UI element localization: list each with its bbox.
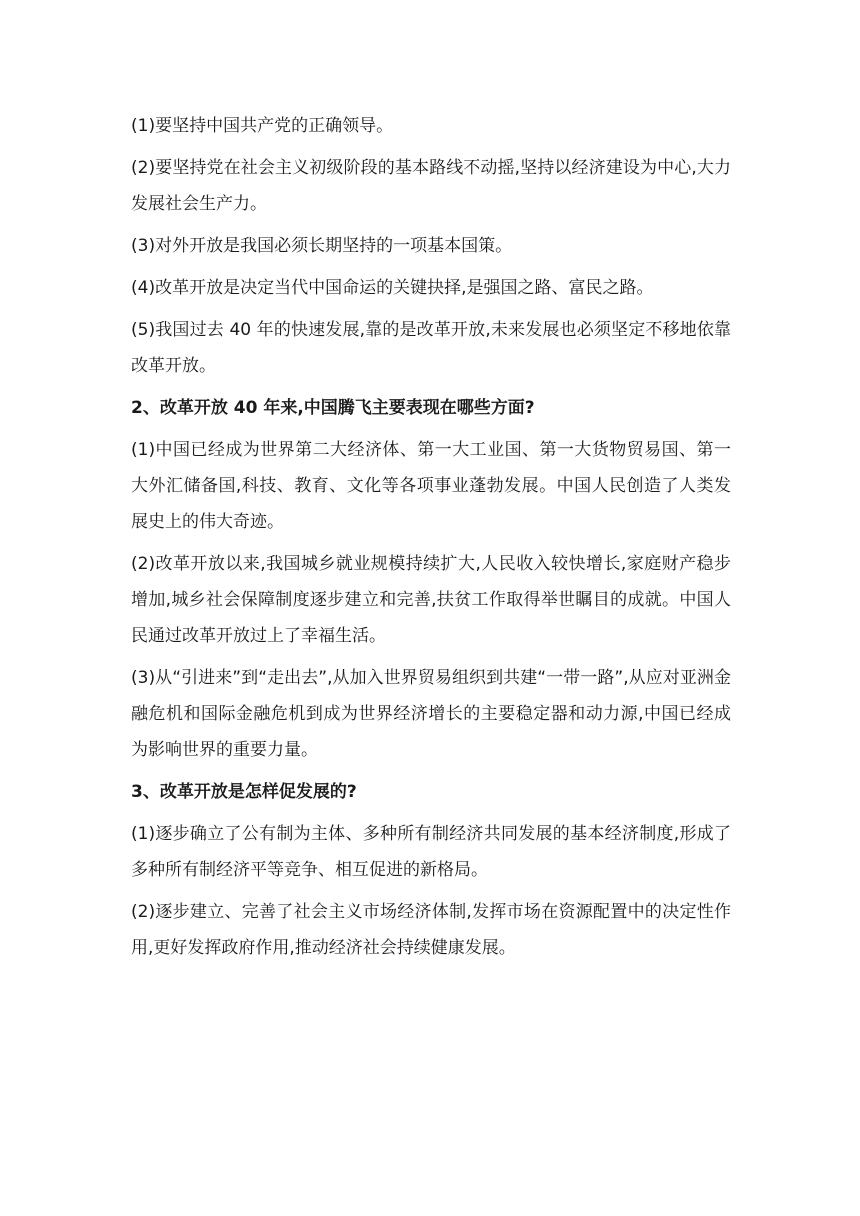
list-item: (4)改革开放是决定当代中国命运的关键抉择,是强国之路、富民之路。 (131, 278, 654, 298)
list-item: (2)要坚持党在社会主义初级阶段的基本路线不动摇,坚持以经济建设为中心,大力发展社会生产力。 (131, 158, 731, 214)
list-item: (3)对外开放是我国必须长期坚持的一项基本国策。 (131, 236, 513, 256)
list-item: (1)要坚持中国共产党的正确领导。 (131, 116, 394, 136)
section-heading: 2、改革开放 40 年来,中国腾飞主要表现在哪些方面? (131, 398, 535, 418)
list-item: (1)中国已经成为世界第二大经济体、第一大工业国、第一大货物贸易国、第一大外汇储备国,科技、教育、文化等各项事业蓬勃发展。中国人民创造了人类发展史上的伟大奇迹。 (131, 440, 731, 532)
list-item: (2)改革开放以来,我国城乡就业规模持续扩大,人民收入较快增长,家庭财产稳步增加,城乡社会保障制度逐步建立和完善,扶贫工作取得举世瞩目的成就。中国人民通过改革开放过上了幸福生活。 (131, 554, 731, 646)
section-heading: 3、改革开放是怎样促发展的? (131, 782, 357, 802)
list-item: (2)逐步建立、完善了社会主义市场经济体制,发挥市场在资源配置中的决定性作用,更好发挥政府作用,推动经济社会持续健康发展。 (131, 902, 731, 958)
list-item: (5)我国过去 40 年的快速发展,靠的是改革开放,未来发展也必须坚定不移地依靠改革开放。 (131, 320, 731, 376)
list-item: (1)逐步确立了公有制为主体、多种所有制经济共同发展的基本经济制度,形成了多种所有制经济平等竞争、相互促进的新格局。 (131, 824, 731, 880)
list-item: (3)从“引进来”到“走出去”,从加入世界贸易组织到共建“一带一路”,从应对亚洲金融危机和国际金融危机到成为世界经济增长的主要稳定器和动力源,中国已经成为影响世界的重要力量。 (131, 668, 731, 760)
document-page (131, 108, 731, 972)
